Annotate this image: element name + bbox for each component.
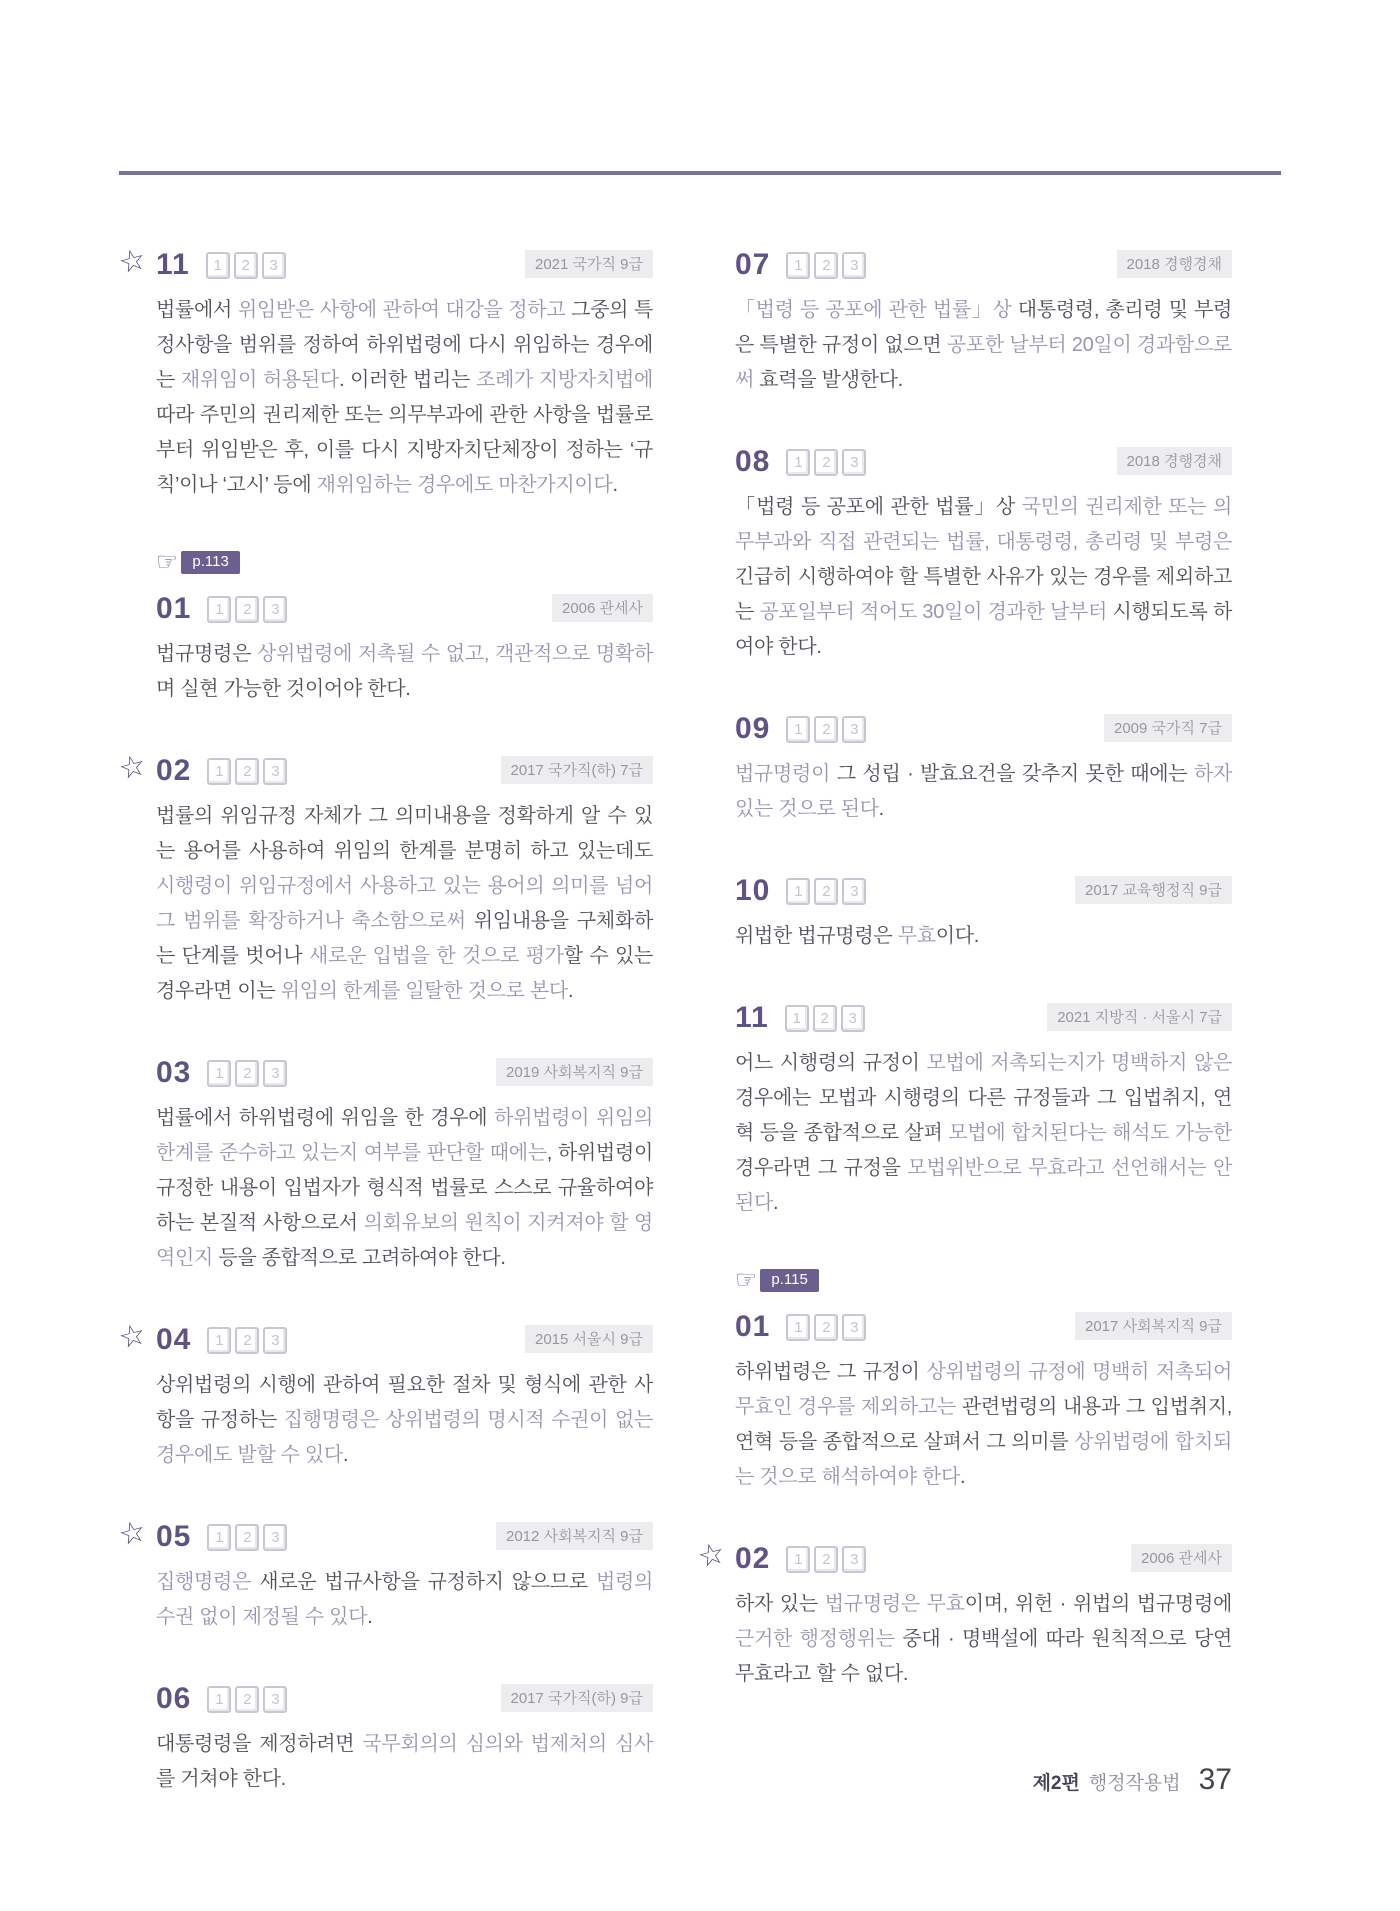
- question-item: [735, 1001, 1232, 1221]
- question-number: 09: [735, 712, 771, 745]
- plain-text: 「법령 등 공포에 관한 법률」상: [735, 496, 1022, 518]
- question-number: 10: [735, 874, 771, 907]
- answer-page-ref[interactable]: [735, 1268, 1232, 1292]
- question-header: [735, 1310, 1232, 1344]
- attempt-checkbox-1[interactable]: 1: [207, 1327, 231, 1354]
- star-icon: ☆: [115, 242, 150, 281]
- question-item: [735, 1310, 1232, 1495]
- question-text: [156, 293, 653, 503]
- question-item: [115, 748, 653, 1009]
- question-item: [694, 1536, 1233, 1692]
- attempt-checkboxes: [786, 1314, 866, 1341]
- plain-text: 긴급히 시행하여야 할 특별한 사유가 있는 경우를 제외하고는: [735, 566, 1232, 623]
- plain-text: , 하위법령이 규정한 내용이 입법자가 형식적 법률로 스스로 규율하여야 하는 본질적 사항으로서: [156, 1142, 653, 1234]
- star-icon: ☆: [694, 1536, 729, 1575]
- highlighted-text: 모법에 합치된다는 해석도 가능한: [948, 1122, 1232, 1144]
- attempt-checkbox-1[interactable]: 1: [207, 758, 231, 785]
- highlighted-text: 새로운 입법을 한 것으로 평가: [308, 945, 564, 967]
- highlighted-text: 공포한 날부터 20일이 경과함으로써: [735, 334, 1232, 391]
- question-number: 05: [156, 1520, 192, 1553]
- question-item: [735, 248, 1232, 398]
- highlighted-text: 「법령 등 공포에 관한 법률」상: [735, 299, 1012, 321]
- attempt-checkbox-1[interactable]: 1: [786, 716, 810, 743]
- question-item: [115, 242, 654, 503]
- question-text: [735, 1355, 1232, 1495]
- question-item: [115, 1317, 653, 1473]
- question-header: [735, 1001, 1232, 1035]
- question-header: [115, 242, 653, 282]
- attempt-checkbox-1[interactable]: 1: [785, 1005, 809, 1032]
- page-ref-badge: p.115: [760, 1269, 818, 1292]
- exam-source-tag: 2017 국가직(하) 7급: [501, 756, 654, 784]
- highlighted-text: 하자 있는 것으로 된다: [735, 763, 1232, 820]
- highlighted-text: 의회유보의 원칙이 지켜져야 할 영역인지: [156, 1212, 653, 1269]
- plain-text: .: [612, 474, 618, 496]
- question-text: [735, 490, 1232, 665]
- attempt-checkboxes: [786, 449, 866, 476]
- exam-source-tag: 2017 국가직(하) 9급: [501, 1684, 654, 1712]
- attempt-checkbox-2[interactable]: 2: [235, 1060, 259, 1087]
- question-text: [735, 293, 1232, 398]
- exam-source-tag: 2018 경행경채: [1117, 447, 1233, 475]
- highlighted-text: 재위임이 허용된다: [180, 369, 339, 391]
- question-item: [156, 1056, 653, 1276]
- exam-source-tag: 2009 국가직 7급: [1104, 714, 1232, 742]
- plain-text: 이다.: [935, 925, 980, 947]
- question-header: [156, 1056, 653, 1090]
- attempt-checkbox-2[interactable]: 2: [814, 716, 838, 743]
- plain-text: 위임내용을 구체화하는 단계를 벗어나: [156, 910, 653, 967]
- exam-source-tag: 2006 관세사: [552, 594, 653, 622]
- exam-source-tag: 2017 교육행정직 9급: [1075, 876, 1232, 904]
- question-text: [156, 1565, 653, 1635]
- plain-text: 대통령령, 총리령 및 부령은 특별한 규정이 없으면: [735, 299, 1232, 356]
- attempt-checkbox-1[interactable]: 1: [207, 596, 231, 623]
- question-number: 07: [735, 248, 771, 281]
- page-ref-badge: p.113: [181, 551, 239, 574]
- star-icon: ☆: [115, 1317, 150, 1356]
- left-column: [115, 242, 654, 1844]
- plain-text: .: [342, 1444, 349, 1466]
- attempt-checkbox-3[interactable]: 3: [263, 1060, 287, 1087]
- attempt-checkbox-3[interactable]: 3: [842, 252, 866, 279]
- highlighted-text: 법규명령이: [735, 763, 831, 785]
- attempt-checkbox-2[interactable]: 2: [235, 596, 259, 623]
- highlighted-text: 위임받은 사항에 관하여 대강을 정하고: [237, 299, 566, 321]
- question-number: 11: [156, 248, 190, 281]
- attempt-checkbox-1[interactable]: 1: [207, 1524, 231, 1551]
- plain-text: 위법한 법규명령은: [735, 925, 898, 947]
- plain-text: 그중의 특정사항을 범위를 정하여 하위법령에 다시 위임하는 경우에는: [156, 299, 653, 391]
- highlighted-text: 상위법령에 합치되는 것으로 해석하여야 한다: [735, 1431, 1232, 1488]
- attempt-checkbox-3[interactable]: 3: [841, 1005, 865, 1032]
- attempt-checkbox-3[interactable]: 3: [842, 449, 866, 476]
- attempt-checkbox-3[interactable]: 3: [842, 878, 866, 905]
- highlighted-text: 공포일부터 적어도 30일이 경과한 날부터: [759, 601, 1108, 623]
- question-header: [735, 712, 1232, 746]
- plain-text: 하자 있는: [735, 1593, 825, 1615]
- attempt-checkbox-3[interactable]: 3: [842, 1546, 866, 1573]
- two-column-layout: [115, 242, 1233, 1844]
- attempt-checkbox-2[interactable]: 2: [814, 252, 838, 279]
- exam-source-tag: 2006 관세사: [1131, 1544, 1232, 1572]
- question-header: [156, 592, 653, 626]
- exam-source-tag: 2019 사회복지직 9급: [496, 1058, 653, 1086]
- question-number: 03: [156, 1056, 192, 1089]
- attempt-checkbox-3[interactable]: 3: [263, 1686, 287, 1713]
- highlighted-text: 상위법령에 저촉될 수 없고, 객관적으로 명확하: [256, 643, 654, 665]
- highlighted-text: 시행령이 위임규정에서 사용하고 있는 용어의 의미를 넘어 그 범위를 확장하거나 축소함으로써: [156, 875, 653, 932]
- plain-text: 법률에서: [156, 299, 238, 321]
- question-text: [735, 1046, 1232, 1221]
- attempt-checkboxes: [207, 758, 287, 785]
- plain-text: .: [367, 1606, 373, 1628]
- attempt-checkboxes: [207, 1060, 287, 1087]
- plain-text: .: [878, 798, 884, 820]
- attempt-checkbox-2[interactable]: 2: [814, 1314, 838, 1341]
- question-header: [735, 248, 1232, 282]
- attempt-checkboxes: [786, 878, 866, 905]
- attempt-checkbox-2[interactable]: 2: [814, 878, 838, 905]
- plain-text: 어느 시행령의 규정이: [735, 1052, 927, 1074]
- plain-text: 따라 주민의 권리제한 또는 의무부과에 관한 사항을 법률로부터 위임받은 후, 이를 다시 지방자치단체장이 정하는 ‘규칙’이나 ‘고시’ 등에: [156, 404, 653, 496]
- exam-source-tag: 2021 국가직 9급: [525, 250, 653, 278]
- plain-text: . 이러한 법리는: [338, 369, 476, 391]
- highlighted-text: 하위법령이 위임의 한계를 준수하고 있는지 여부를 판단할 때에는: [156, 1107, 653, 1164]
- plain-text: 법률에서 하위법령에 위임을 한 경우에: [156, 1107, 495, 1129]
- plain-text: 등을 종합적으로 고려하여야 한다.: [213, 1247, 506, 1269]
- attempt-checkbox-1[interactable]: 1: [786, 1314, 810, 1341]
- highlighted-text: 국민의 권리제한 또는 의무부과와 직접 관련되는 법률, 대통령령, 총리령 및 부령은: [735, 496, 1232, 553]
- attempt-checkboxes: [207, 1327, 287, 1354]
- attempt-checkbox-1[interactable]: 1: [786, 1546, 810, 1573]
- exam-source-tag: 2012 사회복지직 9급: [496, 1522, 653, 1550]
- plain-text: 경우에는 모법과 시행령의 다른 규정들과 그 입법취지, 연혁 등을 종합적으로 살펴: [735, 1087, 1232, 1144]
- highlighted-text: 모법위반으로 무효라고 선언해서는 안 된다: [735, 1157, 1232, 1214]
- attempt-checkboxes: [786, 252, 866, 279]
- attempt-checkboxes: [207, 1686, 287, 1713]
- attempt-checkbox-2[interactable]: 2: [235, 758, 259, 785]
- highlighted-text: 모법에 저촉되는지가 명백하지 않은: [926, 1052, 1232, 1074]
- question-text: [156, 799, 653, 1009]
- plain-text: 법규명령은: [156, 643, 257, 665]
- question-item: [735, 874, 1232, 954]
- question-number: 01: [735, 1310, 771, 1343]
- footer-part-label: 제2편: [1032, 1773, 1080, 1794]
- question-header: [156, 1682, 653, 1716]
- question-item: [735, 445, 1232, 665]
- plain-text: 를 거쳐야 한다.: [156, 1768, 286, 1790]
- plain-text: 며 실현 가능한 것이어야 한다.: [156, 678, 411, 700]
- question-text: [735, 757, 1232, 827]
- plain-text: 하위법령은 그 규정이: [735, 1361, 927, 1383]
- attempt-checkbox-1[interactable]: 1: [786, 252, 810, 279]
- question-text: [156, 1101, 653, 1276]
- highlighted-text: 국무회의의 심의와 법제처의 심사: [362, 1733, 653, 1755]
- top-rule-divider: [119, 171, 1281, 175]
- attempt-checkbox-2[interactable]: 2: [235, 1327, 259, 1354]
- question-header: [694, 1536, 1232, 1576]
- attempt-checkbox-2[interactable]: 2: [814, 449, 838, 476]
- attempt-checkbox-2[interactable]: 2: [235, 1686, 259, 1713]
- exam-source-tag: 2021 지방직 · 서울시 7급: [1047, 1003, 1232, 1031]
- exam-source-tag: 2015 서울시 9급: [525, 1325, 653, 1353]
- plain-text: 대통령령을 제정하려면: [156, 1733, 363, 1755]
- attempt-checkboxes: [786, 1546, 866, 1573]
- attempt-checkbox-3[interactable]: 3: [262, 252, 286, 279]
- attempt-checkbox-1[interactable]: 1: [207, 1686, 231, 1713]
- question-number: 06: [156, 1682, 192, 1715]
- attempt-checkbox-3[interactable]: 3: [263, 1327, 287, 1354]
- plain-text: 새로운 법규사항을 규정하지 않으므로: [259, 1571, 596, 1593]
- attempt-checkbox-3[interactable]: 3: [842, 1314, 866, 1341]
- highlighted-text: 상위법령의 규정에 명백히 저촉되어 무효인 경우를 제외하고는: [735, 1361, 1232, 1418]
- plain-text: 관련법령의 내용과 그 입법취지, 연혁 등을 종합적으로 살펴서 그 의미를: [735, 1396, 1233, 1453]
- question-header: [735, 874, 1232, 908]
- plain-text: 경우라면 그 규정을: [735, 1157, 908, 1179]
- question-text: [735, 919, 1232, 954]
- plain-text: 효력을 발생한다.: [754, 369, 903, 391]
- attempt-checkboxes: [206, 252, 286, 279]
- highlighted-text: 집행명령은 상위법령의 명시적 수권이 없는 경우에도 발할 수 있다: [156, 1409, 653, 1466]
- right-column: [694, 248, 1233, 1739]
- highlighted-text: 집행명령은: [156, 1571, 260, 1593]
- attempt-checkbox-1[interactable]: 1: [206, 252, 230, 279]
- plain-text: .: [773, 1192, 779, 1214]
- attempt-checkbox-1[interactable]: 1: [786, 449, 810, 476]
- attempt-checkbox-3[interactable]: 3: [263, 1524, 287, 1551]
- question-number: 08: [735, 445, 771, 478]
- page-footer: [120, 1763, 1232, 1797]
- plain-text: 상위법령의 시행에 관하여 필요한 절차 및 형식에 관한 사항을 규정하는: [156, 1374, 653, 1431]
- star-icon: ☆: [115, 1514, 150, 1553]
- plain-text: 시행되도록 하여야 한다.: [735, 601, 1232, 658]
- attempt-checkbox-2[interactable]: 2: [814, 1546, 838, 1573]
- footer-page-number: 37: [1198, 1763, 1232, 1796]
- attempt-checkbox-2[interactable]: 2: [235, 1524, 259, 1551]
- question-number: 11: [735, 1001, 769, 1034]
- plain-text: 법률의 위임규정 자체가 그 의미내용을 정확하게 알 수 있는 용어를 사용하여 위임의 한계를 분명히 하고 있는데도: [156, 805, 653, 862]
- question-text: [735, 1587, 1232, 1692]
- star-icon: ☆: [115, 748, 150, 787]
- highlighted-text: 위임의 한계를 일탈한 것으로 본다: [280, 980, 568, 1002]
- attempt-checkbox-2[interactable]: 2: [813, 1005, 837, 1032]
- attempt-checkboxes: [207, 1524, 287, 1551]
- highlighted-text: 재위임하는 경우에도 마찬가지이다: [316, 474, 613, 496]
- plain-text: .: [960, 1466, 966, 1488]
- highlighted-text: 법령의 수권 없이 제정될 수 있다: [156, 1571, 653, 1628]
- highlighted-text: 무효: [897, 925, 936, 947]
- question-text: [156, 1368, 653, 1473]
- attempt-checkbox-3[interactable]: 3: [842, 716, 866, 743]
- question-header: [735, 445, 1232, 479]
- exam-source-tag: 2018 경행경채: [1117, 250, 1233, 278]
- plain-text: 그 성립 · 발효요건을 갖추지 못한 때에는: [830, 763, 1194, 785]
- footer-part-title: 행정작용법: [1088, 1773, 1181, 1794]
- attempt-checkboxes: [785, 1005, 865, 1032]
- attempt-checkbox-3[interactable]: 3: [263, 758, 287, 785]
- attempt-checkbox-1[interactable]: 1: [786, 878, 810, 905]
- highlighted-text: 조례가 지방자치법에: [475, 369, 654, 391]
- attempt-checkbox-3[interactable]: 3: [263, 596, 287, 623]
- question-number: 01: [156, 592, 192, 625]
- plain-text: 중대 · 명백설에 따라 원칙적으로 당연무효라고 할 수 없다.: [735, 1628, 1233, 1685]
- plain-text: .: [567, 980, 574, 1002]
- question-number: 02: [156, 754, 192, 787]
- question-item: [156, 592, 653, 707]
- pointing-hand-icon: ☞: [735, 1266, 758, 1294]
- question-text: [156, 637, 653, 707]
- highlighted-text: 법규명령은 무효: [824, 1593, 965, 1615]
- exam-source-tag: 2017 사회복지직 9급: [1075, 1312, 1232, 1340]
- attempt-checkboxes: [786, 716, 866, 743]
- plain-text: 할 수 있는 경우라면 이는: [156, 945, 653, 1002]
- question-header: [115, 1514, 653, 1554]
- question-item: [735, 712, 1232, 827]
- question-header: [115, 1317, 653, 1357]
- plain-text: 이며, 위헌 · 위법의 법규명령에: [964, 1593, 1232, 1615]
- question-header: [115, 748, 653, 788]
- attempt-checkbox-2[interactable]: 2: [234, 252, 258, 279]
- question-number: 04: [156, 1323, 192, 1356]
- attempt-checkbox-1[interactable]: 1: [207, 1060, 231, 1087]
- question-item: [115, 1514, 653, 1635]
- highlighted-text: 근거한 행정행위는: [735, 1628, 895, 1650]
- pointing-hand-icon: ☞: [156, 548, 179, 576]
- attempt-checkboxes: [207, 596, 287, 623]
- question-number: 02: [735, 1542, 771, 1575]
- answer-page-ref[interactable]: [156, 550, 653, 574]
